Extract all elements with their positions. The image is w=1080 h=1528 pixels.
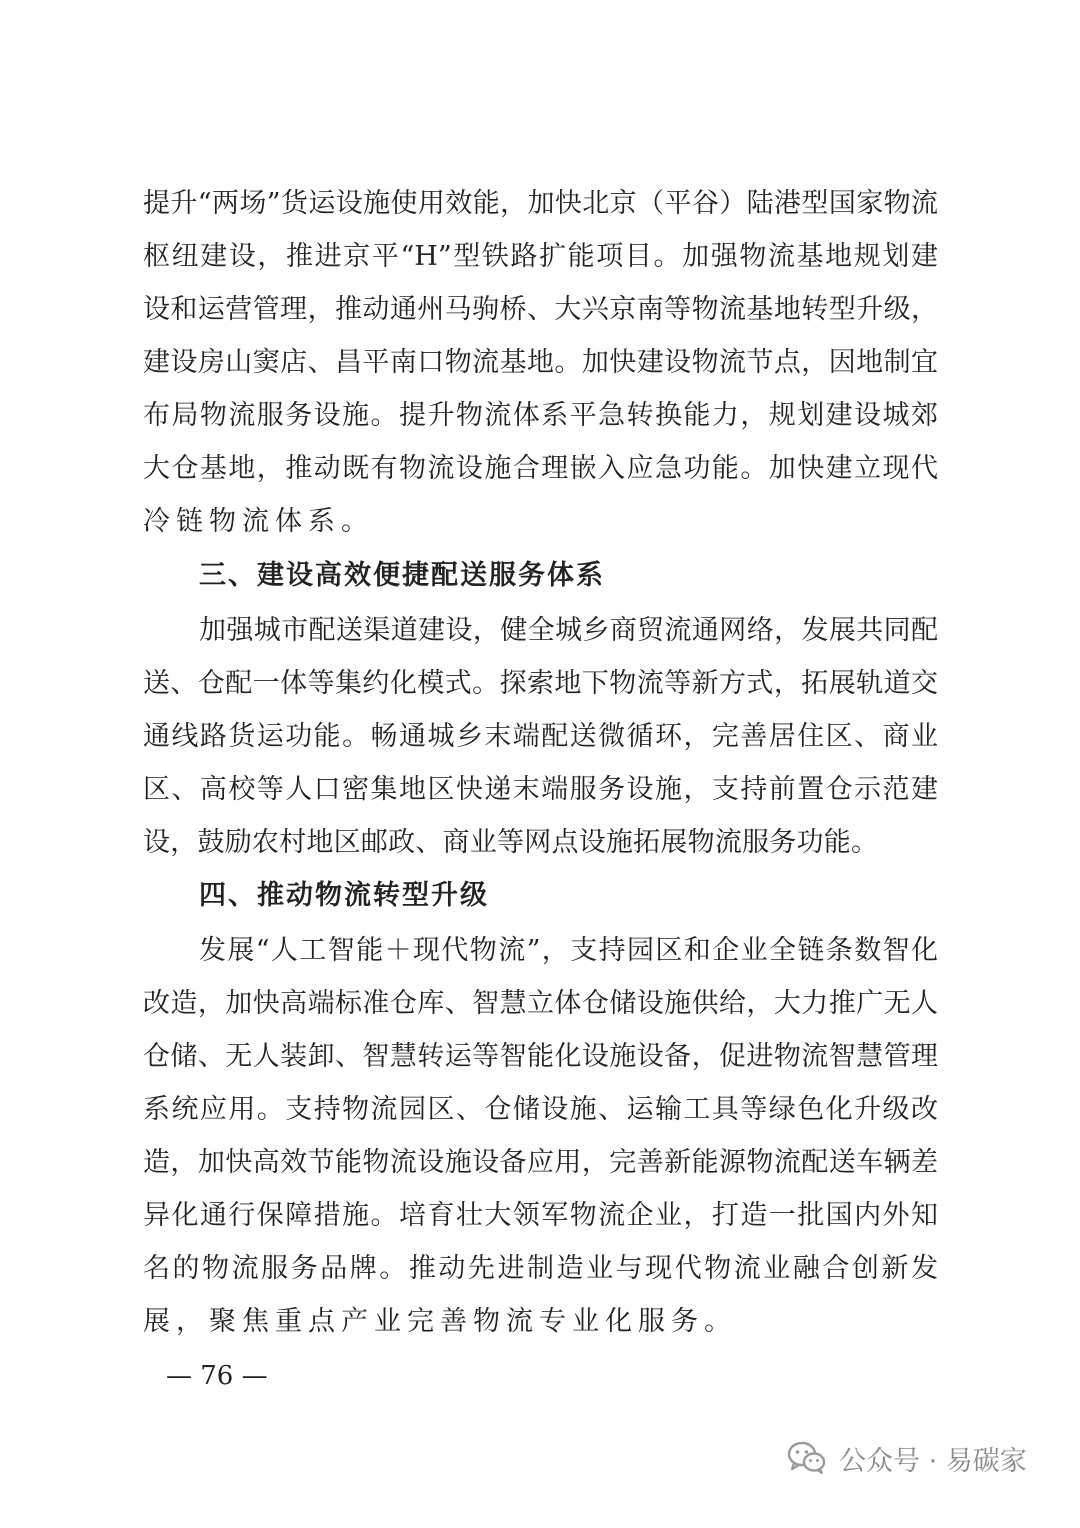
paragraph-line: 展，聚焦重点产业完善物流专业化服务。 <box>143 1306 737 1337</box>
paragraph-line: 布局物流服务设施。提升物流体系平急转换能力，规划建设城郊 <box>143 400 938 431</box>
paragraph-line: 加强城市配送渠道建设，健全城乡商贸流通网络，发展共同配 <box>199 615 938 646</box>
paragraph-line: 提升“两场”货运设施使用效能，加快北京（平谷）陆港型国家物流 <box>143 188 938 219</box>
wechat-icon <box>787 1441 827 1475</box>
paragraph-line: 设，鼓励农村地区邮政、商业等网点设施拓展物流服务功能。 <box>143 827 878 858</box>
page-number: — 76 — <box>166 1361 268 1391</box>
section-heading: 四、推动物流转型升级 <box>199 880 489 911</box>
paragraph-line: 名的物流服务品牌。推动先进制造业与现代物流业融合创新发 <box>143 1253 938 1284</box>
paragraph-line: 异化通行保障措施。培育壮大领军物流企业，打造一批国内外知 <box>143 1200 938 1231</box>
watermark-text: 公众号 · 易碳家 <box>839 1445 1027 1477</box>
section-heading: 三、建设高效便捷配送服务体系 <box>199 560 605 591</box>
paragraph-line: 改造，加快高端标准仓库、智慧立体仓储设施供给，大力推广无人 <box>143 988 938 1019</box>
watermark <box>787 1434 1027 1482</box>
paragraph-line: 枢纽建设，推进京平“H”型铁路扩能项目。加强物流基地规划建 <box>143 241 938 272</box>
paragraph-line: 区、高校等人口密集地区快递末端服务设施，支持前置仓示范建 <box>143 774 938 805</box>
paragraph-line: 送、仓配一体等集约化模式。探索地下物流等新方式，拓展轨道交 <box>143 668 938 699</box>
paragraph-line: 大仓基地，推动既有物流设施合理嵌入应急功能。加快建立现代 <box>143 453 938 484</box>
paragraph-line: 系统应用。支持物流园区、仓储设施、运输工具等绿色化升级改 <box>143 1094 938 1125</box>
paragraph-line: 通线路货运功能。畅通城乡末端配送微循环，完善居住区、商业 <box>143 721 938 752</box>
paragraph-line: 设和运营管理，推动通州马驹桥、大兴京南等物流基地转型升级， <box>143 294 938 325</box>
paragraph-line: 发展“人工智能＋现代物流”，支持园区和企业全链条数智化 <box>199 935 938 966</box>
paragraph-line: 仓储、无人装卸、智慧转运等智能化设施设备，促进物流智慧管理 <box>143 1041 938 1072</box>
paragraph-line: 造，加快高效节能物流设施设备应用，完善新能源物流配送车辆差 <box>143 1147 938 1178</box>
paragraph-line: 冷链物流体系。 <box>143 506 374 537</box>
paragraph-line: 建设房山窦店、昌平南口物流基地。加快建设物流节点，因地制宜 <box>143 347 938 378</box>
